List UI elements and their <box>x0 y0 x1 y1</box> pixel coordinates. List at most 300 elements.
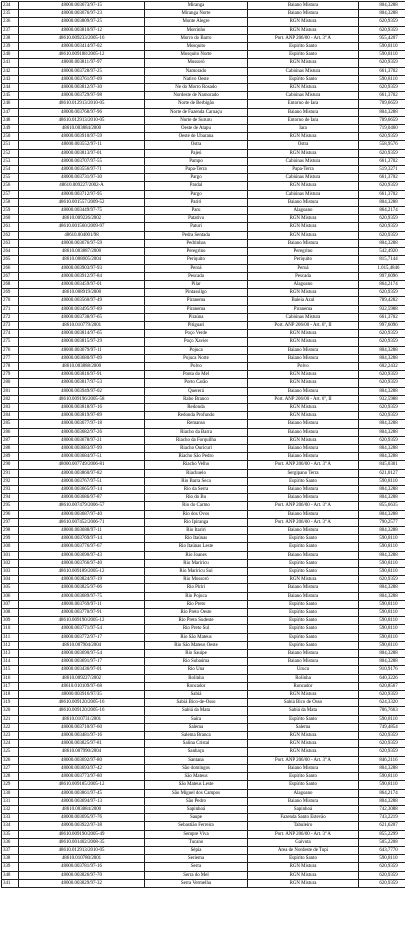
oil-stream-cell: Roncador <box>248 682 359 690</box>
table-row <box>2 272 405 280</box>
oil-stream-cell: RGN Mistura <box>248 289 359 297</box>
row-number-cell: 249 <box>2 125 19 133</box>
reference-price-cell: 846,2116 <box>359 756 405 764</box>
table-row <box>2 715 405 723</box>
table-row <box>2 592 405 600</box>
table-row <box>2 231 405 239</box>
reference-price-cell: 804,3288 <box>359 453 405 461</box>
oil-stream-cell: Baiano Mistura <box>248 551 359 559</box>
row-number-cell: 302 <box>2 559 19 567</box>
row-number-cell: 332 <box>2 805 19 813</box>
reference-price-cell: 804,3288 <box>359 387 405 395</box>
row-number-cell: 266 <box>2 264 19 272</box>
oil-stream-cell: Baiano Mistura <box>248 650 359 658</box>
row-number-cell: 239 <box>2 43 19 51</box>
row-number-cell: 323 <box>2 732 19 740</box>
field-name-cell: São Mateus Leste <box>145 781 248 789</box>
field-name-cell: Pedra Sentada <box>145 231 248 239</box>
process-number-cell: 48000.003556/97-71 <box>19 166 145 174</box>
reference-price-cell: 855,2299 <box>359 830 405 838</box>
field-name-cell: Sépia <box>145 846 248 854</box>
field-name-cell: Sabiá Bico-de-Osso <box>145 699 248 707</box>
table-row <box>2 428 405 436</box>
oil-stream-cell: Port. ANP 206/00 - Art. 3º A <box>248 34 359 42</box>
reference-price-cell: 590,8110 <box>359 535 405 543</box>
process-number-cell: 48000.003738/97-65 <box>19 313 145 321</box>
row-number-cell: 244 <box>2 84 19 92</box>
table-row <box>2 764 405 772</box>
process-number-cell: 48000.003916/97/35 <box>19 691 145 699</box>
table-row <box>2 822 405 830</box>
field-name-cell: São Mateus <box>145 773 248 781</box>
table-row <box>2 551 405 559</box>
reference-price-cell: 620,9359 <box>359 223 405 231</box>
process-number-cell: 48610.001560/2009-97 <box>19 223 145 231</box>
field-name-cell: Rio Joanes <box>145 551 248 559</box>
process-number-cell: 48610.010779/2001 <box>19 321 145 329</box>
oil-stream-cell: Baiano Mistura <box>248 387 359 395</box>
field-name-cell: Pintassilgo <box>145 289 248 297</box>
row-number-cell: 284 <box>2 412 19 420</box>
row-number-cell: 252 <box>2 149 19 157</box>
process-number-cell: 48000.003815/97-29 <box>19 338 145 346</box>
row-number-cell: 274 <box>2 330 19 338</box>
oil-stream-cell: RGN Mistura <box>248 576 359 584</box>
oil-stream-cell: Urucu <box>248 666 359 674</box>
oil-stream-cell: RGN Mistura <box>248 215 359 223</box>
table-row <box>2 403 405 411</box>
table-row <box>2 805 405 813</box>
field-name-cell: Rio Pojuca <box>145 592 248 600</box>
process-number-cell: 48000.003809/97-25 <box>19 18 145 26</box>
oil-stream-cell: Salema <box>248 723 359 731</box>
field-name-cell: Serra Vermelha <box>145 879 248 887</box>
process-number-cell: 48000.003903/97-93 <box>19 264 145 272</box>
process-number-cell: 48000.003860/97-82 <box>19 469 145 477</box>
table-row <box>2 748 405 756</box>
table-row <box>2 354 405 362</box>
table-row <box>2 600 405 608</box>
oil-stream-cell: Piranema <box>248 305 359 313</box>
oil-stream-cell: Baiano Mistura <box>248 527 359 535</box>
field-name-cell: Seriema <box>145 855 248 863</box>
field-name-cell: Ponta do Mel <box>145 371 248 379</box>
row-number-cell: 259 <box>2 207 19 215</box>
reference-price-cell: 804,3288 <box>359 420 405 428</box>
row-number-cell: 258 <box>2 198 19 206</box>
process-number-cell: 48000.003731/97-30 <box>19 174 145 182</box>
field-name-cell: Peroá <box>145 264 248 272</box>
oil-stream-cell: Espírito Santo <box>248 641 359 649</box>
process-number-cell: 48000.003414/97-02 <box>19 43 145 51</box>
process-number-cell: 48000.003781/97-16 <box>19 863 145 871</box>
table-row <box>2 682 405 690</box>
row-number-cell: 319 <box>2 699 19 707</box>
reference-price-cell: 590,8110 <box>359 715 405 723</box>
oil-stream-cell: Iara <box>248 125 359 133</box>
reference-price-cell: 620,9359 <box>359 576 405 584</box>
oil-stream-cell: Espírito Santo <box>248 625 359 633</box>
field-name-cell: Periquito <box>145 256 248 264</box>
field-name-cell: Sanhaçu <box>145 748 248 756</box>
reference-price-cell: 661,3702 <box>359 92 405 100</box>
field-name-cell: Rio São Mateus <box>145 633 248 641</box>
oil-stream-cell: Espírito Santo <box>248 51 359 59</box>
field-name-cell: Riacho Ouricuri <box>145 444 248 452</box>
process-number-cell: 48000.007749/2006-81 <box>19 461 145 469</box>
reference-price-cell: 804,3288 <box>359 797 405 805</box>
process-number-cell: 48610.009120/2005-16 <box>19 707 145 715</box>
row-number-cell: 334 <box>2 822 19 830</box>
row-number-cell: 335 <box>2 830 19 838</box>
field-name-cell: Rio Una <box>145 666 248 674</box>
reference-price-cell: 804,3288 <box>359 10 405 18</box>
field-name-cell: Rio Mossoró <box>145 576 248 584</box>
field-name-cell: Pescada <box>145 272 248 280</box>
row-number-cell: 324 <box>2 740 19 748</box>
row-number-cell: 242 <box>2 67 19 75</box>
table-row <box>2 297 405 305</box>
oil-stream-cell: Espírito Santo <box>248 568 359 576</box>
process-number-cell: 48000.003690/97-43 <box>19 551 145 559</box>
process-number-cell: 48000.003707/97-55 <box>19 157 145 165</box>
table-row <box>2 444 405 452</box>
row-number-cell: 269 <box>2 289 19 297</box>
table-row <box>2 740 405 748</box>
table-row <box>2 773 405 781</box>
oil-stream-cell: RGN Mistura <box>248 691 359 699</box>
table-row <box>2 280 405 288</box>
row-number-cell: 277 <box>2 354 19 362</box>
field-name-cell: Santana <box>145 756 248 764</box>
table-row <box>2 223 405 231</box>
table-row <box>2 174 405 182</box>
table-row <box>2 248 405 256</box>
oil-stream-cell: Baiano Mistura <box>248 198 359 206</box>
oil-stream-cell: RGN Mistura <box>248 379 359 387</box>
table-row <box>2 871 405 879</box>
field-name-cell: Morro do Barro <box>145 34 248 42</box>
oil-stream-cell: RGN Mistura <box>248 231 359 239</box>
table-row <box>2 699 405 707</box>
oil-stream-cell: Sergipano Terra <box>248 469 359 477</box>
row-number-cell: 282 <box>2 395 19 403</box>
row-number-cell: 336 <box>2 838 19 846</box>
reference-price-cell: 804,3288 <box>359 239 405 247</box>
process-number-cell: 48610.003884/2000 <box>19 805 145 813</box>
field-name-cell: Norte de Berbigão <box>145 100 248 108</box>
row-number-cell: 278 <box>2 362 19 370</box>
field-name-cell: Rio Preto <box>145 600 248 608</box>
reference-price-cell: 709,6659 <box>359 116 405 124</box>
process-number-cell: 48000.003817/97-53 <box>19 379 145 387</box>
reference-price-cell: 620,9359 <box>359 371 405 379</box>
table-row <box>2 321 405 329</box>
row-number-cell: 267 <box>2 272 19 280</box>
row-number-cell: 272 <box>2 313 19 321</box>
row-number-cell: 322 <box>2 723 19 731</box>
process-number-cell: 48000.003949/97-02 <box>19 387 145 395</box>
table-row <box>2 34 405 42</box>
field-name-cell: Poço Verde <box>145 330 248 338</box>
row-number-cell: 261 <box>2 223 19 231</box>
process-number-cell: 48000.003712/97-95 <box>19 190 145 198</box>
row-number-cell: 285 <box>2 420 19 428</box>
oil-stream-cell: Espírito Santo <box>248 609 359 617</box>
process-number-cell: 48000.003812/97-30 <box>19 84 145 92</box>
row-number-cell: 275 <box>2 338 19 346</box>
row-number-cell: 256 <box>2 182 19 190</box>
reference-price-cell: 1.015,4846 <box>359 264 405 272</box>
table-row <box>2 125 405 133</box>
field-name-cell: Rolinha <box>145 674 248 682</box>
reference-price-cell: 620,9359 <box>359 330 405 338</box>
row-number-cell: 293 <box>2 485 19 493</box>
table-row <box>2 723 405 731</box>
reference-price-cell: 620,9359 <box>359 740 405 748</box>
row-number-cell: 321 <box>2 715 19 723</box>
process-number-cell: 48000.003729/97-98 <box>19 92 145 100</box>
table-row <box>2 371 405 379</box>
oil-stream-cell: Gaivota <box>248 838 359 846</box>
table-row <box>2 846 405 854</box>
table-row <box>2 518 405 526</box>
oil-stream-cell: RGN Mistura <box>248 59 359 67</box>
oil-stream-cell: RGN Mistura <box>248 748 359 756</box>
reference-price-cell: 997,6096 <box>359 272 405 280</box>
reference-price-cell: 590,8110 <box>359 568 405 576</box>
process-number-cell: 48000.003829/97-32 <box>19 879 145 887</box>
row-number-cell: 245 <box>2 92 19 100</box>
field-name-cell: Mossoró <box>145 59 248 67</box>
row-number-cell: 292 <box>2 477 19 485</box>
reference-price-cell: 620,9359 <box>359 231 405 239</box>
row-number-cell: 238 <box>2 34 19 42</box>
table-row <box>2 502 405 510</box>
reference-price-cell: 620,8567 <box>359 682 405 690</box>
row-number-cell: 294 <box>2 494 19 502</box>
reference-price-cell: 932,5988 <box>359 305 405 313</box>
oil-stream-cell: RGN Mistura <box>248 223 359 231</box>
oil-stream-cell: Baiano Mistura <box>248 510 359 518</box>
process-number-cell: 48000.003679/97-11 <box>19 346 145 354</box>
reference-price-cell: 620,9359 <box>359 182 405 190</box>
reference-price-cell: 804,3288 <box>359 658 405 666</box>
table-row <box>2 535 405 543</box>
process-number-cell: 48000.003436/97-01 <box>19 666 145 674</box>
row-number-cell: 333 <box>2 814 19 822</box>
field-name-cell: São Pedro <box>145 797 248 805</box>
reference-price-cell: 590,8110 <box>359 855 405 863</box>
field-name-cell: Miranga Norte <box>145 10 248 18</box>
reference-price-cell: 620,9359 <box>359 18 405 26</box>
row-number-cell: 273 <box>2 321 19 329</box>
process-number-cell: 48610.009190/2005-12 <box>19 617 145 625</box>
table-row <box>2 650 405 658</box>
row-number-cell: 260 <box>2 215 19 223</box>
oil-stream-cell: Baiano Mistura <box>248 444 359 452</box>
process-number-cell: 48000.003692/97-80 <box>19 756 145 764</box>
row-number-cell: 310 <box>2 625 19 633</box>
oil-stream-cell: Cabiúnas Mistura <box>248 313 359 321</box>
fields-price-table <box>1 1 405 888</box>
oil-stream-cell: Cabiúnas Mistura <box>248 157 359 165</box>
reference-price-cell: 804,3288 <box>359 584 405 592</box>
oil-stream-cell: RGN Mistura <box>248 403 359 411</box>
process-number-cell: 48000.003769/97-14 <box>19 535 145 543</box>
row-number-cell: 311 <box>2 633 19 641</box>
reference-price-cell: 620,9359 <box>359 403 405 411</box>
field-name-cell: Rio do Carmo <box>145 502 248 510</box>
oil-stream-cell: Baiano Mistura <box>248 658 359 666</box>
field-name-cell: Sabiá <box>145 691 248 699</box>
field-name-cell: Rio da Serra <box>145 485 248 493</box>
table-row <box>2 305 405 313</box>
process-number-cell: 48000.003676/97-59 <box>19 239 145 247</box>
field-name-cell: Rio Preto Oeste <box>145 609 248 617</box>
oil-stream-cell: Port. ANP 206/00 - Art. 6º, II <box>248 321 359 329</box>
table-row <box>2 461 405 469</box>
table-row <box>2 10 405 18</box>
process-number-cell: 48000.003728/97-25 <box>19 67 145 75</box>
reference-price-cell: 932,5988 <box>359 395 405 403</box>
reference-price-cell: 590,8110 <box>359 43 405 51</box>
field-name-cell: Salema <box>145 723 248 731</box>
field-name-cell: Rio Itariri <box>145 527 248 535</box>
oil-stream-cell: Cabiúnas Mistura <box>248 92 359 100</box>
row-number-cell: 328 <box>2 773 19 781</box>
table-row <box>2 198 405 206</box>
row-number-cell: 263 <box>2 239 19 247</box>
row-number-cell: 325 <box>2 748 19 756</box>
reference-price-cell: 620,9359 <box>359 863 405 871</box>
reference-price-cell: 706,7663 <box>359 707 405 715</box>
process-number-cell: 48000.003695/97-76 <box>19 814 145 822</box>
field-name-cell: Rio Subaúma <box>145 658 248 666</box>
oil-stream-cell: Espírito Santo <box>248 600 359 608</box>
table-row <box>2 559 405 567</box>
process-number-cell: 48000.003665/97-14 <box>19 485 145 493</box>
field-name-cell: Rio Preto Sudeste <box>145 617 248 625</box>
process-number-cell: 48000.003688/97-11 <box>19 527 145 535</box>
row-number-cell: 243 <box>2 75 19 83</box>
field-name-cell: Tucano <box>145 838 248 846</box>
row-number-cell: 300 <box>2 543 19 551</box>
oil-stream-cell: Espírito Santo <box>248 477 359 485</box>
field-name-cell: Sebastião Ferreira <box>145 822 248 830</box>
process-number-cell: 48000.003912/97-84 <box>19 272 145 280</box>
row-number-cell: 340 <box>2 871 19 879</box>
oil-stream-cell: Baiano Mistura <box>248 428 359 436</box>
row-number-cell: 250 <box>2 133 19 141</box>
oil-stream-cell: RGN Mistura <box>248 182 359 190</box>
field-name-cell: Serra do Mel <box>145 871 248 879</box>
row-number-cell: 246 <box>2 100 19 108</box>
field-name-cell: Rabo Branco <box>145 395 248 403</box>
row-number-cell: 234 <box>2 2 19 10</box>
process-number-cell: 48610.012913/2010-05 <box>19 116 145 124</box>
field-name-cell: São domingos <box>145 764 248 772</box>
row-number-cell: 281 <box>2 387 19 395</box>
process-number-cell: 48000.003922/97-38 <box>19 822 145 830</box>
oil-stream-cell: RGN Mistura <box>248 879 359 887</box>
reference-price-cell: 804,3288 <box>359 494 405 502</box>
reference-price-cell: 661,3702 <box>359 190 405 198</box>
process-number-cell: 48000.003767/97-51 <box>19 477 145 485</box>
reference-price-cell: 590,8110 <box>359 559 405 567</box>
table-row <box>2 543 405 551</box>
oil-stream-cell: RGN Mistura <box>248 18 359 26</box>
oil-stream-cell: Baiano Mistura <box>248 764 359 772</box>
field-name-cell: Papa-Terra <box>145 166 248 174</box>
field-name-cell: Piraúna <box>145 313 248 321</box>
table-row <box>2 781 405 789</box>
table-row <box>2 26 405 34</box>
reference-price-cell: 590,8110 <box>359 609 405 617</box>
field-name-cell: Nativo Oeste <box>145 75 248 83</box>
row-number-cell: 291 <box>2 469 19 477</box>
oil-stream-cell: RGN Mistura <box>248 133 359 141</box>
process-number-cell: 48610.012913/2010-05 <box>19 100 145 108</box>
field-name-cell: Paru <box>145 207 248 215</box>
oil-stream-cell: Espírito Santo <box>248 535 359 543</box>
table-row <box>2 256 405 264</box>
table-row <box>2 100 405 108</box>
table-row <box>2 756 405 764</box>
field-name-cell: Polvo <box>145 362 248 370</box>
row-number-cell: 287 <box>2 436 19 444</box>
oil-stream-cell: Baiano Mistura <box>248 485 359 493</box>
process-number-cell: 48610.003887/2000 <box>19 248 145 256</box>
field-name-cell: Rio Mariricu <box>145 559 248 567</box>
field-name-cell: Morrinho <box>145 26 248 34</box>
field-name-cell: Patativa <box>145 215 248 223</box>
process-number-cell: 48000.003768/97-96 <box>19 108 145 116</box>
field-name-cell: Quererá <box>145 387 248 395</box>
field-name-cell: Paturi <box>145 223 248 231</box>
oil-stream-cell: Sabiá da Mata <box>248 707 359 715</box>
oil-stream-cell: Sabiá Bico de Osso <box>248 699 359 707</box>
row-number-cell: 254 <box>2 166 19 174</box>
row-number-cell: 307 <box>2 600 19 608</box>
oil-stream-cell: RGN Mistura <box>248 436 359 444</box>
field-name-cell: Nordeste de Namorado <box>145 92 248 100</box>
oil-stream-cell: Port. ANP 206/00 - Art. 3º A <box>248 830 359 838</box>
table-row <box>2 477 405 485</box>
field-name-cell: Porto Carão <box>145 379 248 387</box>
process-number-cell: 48000.003686/97-87 <box>19 494 145 502</box>
row-number-cell: 304 <box>2 576 19 584</box>
oil-stream-cell: Entorno de Iara <box>248 100 359 108</box>
reference-price-cell: 620,9359 <box>359 59 405 67</box>
field-name-cell: Rio Preto Sul <box>145 625 248 633</box>
row-number-cell: 326 <box>2 756 19 764</box>
table-row <box>2 141 405 149</box>
field-name-cell: Redonda <box>145 403 248 411</box>
table-row <box>2 838 405 846</box>
table-row <box>2 313 405 321</box>
table-row <box>2 51 405 59</box>
row-number-cell: 235 <box>2 10 19 18</box>
process-number-cell: 48610.009188/2005-12 <box>19 51 145 59</box>
reference-price-cell: 643,7770 <box>359 846 405 854</box>
process-number-cell: 48610.001557/2009-52 <box>19 198 145 206</box>
row-number-cell: 280 <box>2 379 19 387</box>
oil-stream-cell: Port. ANP 206/00 - Art. 3º A <box>248 518 359 526</box>
reference-price-cell: 620,9359 <box>359 732 405 740</box>
oil-stream-cell: RGN Mistura <box>248 371 359 379</box>
reference-price-cell: 845,0301 <box>359 461 405 469</box>
